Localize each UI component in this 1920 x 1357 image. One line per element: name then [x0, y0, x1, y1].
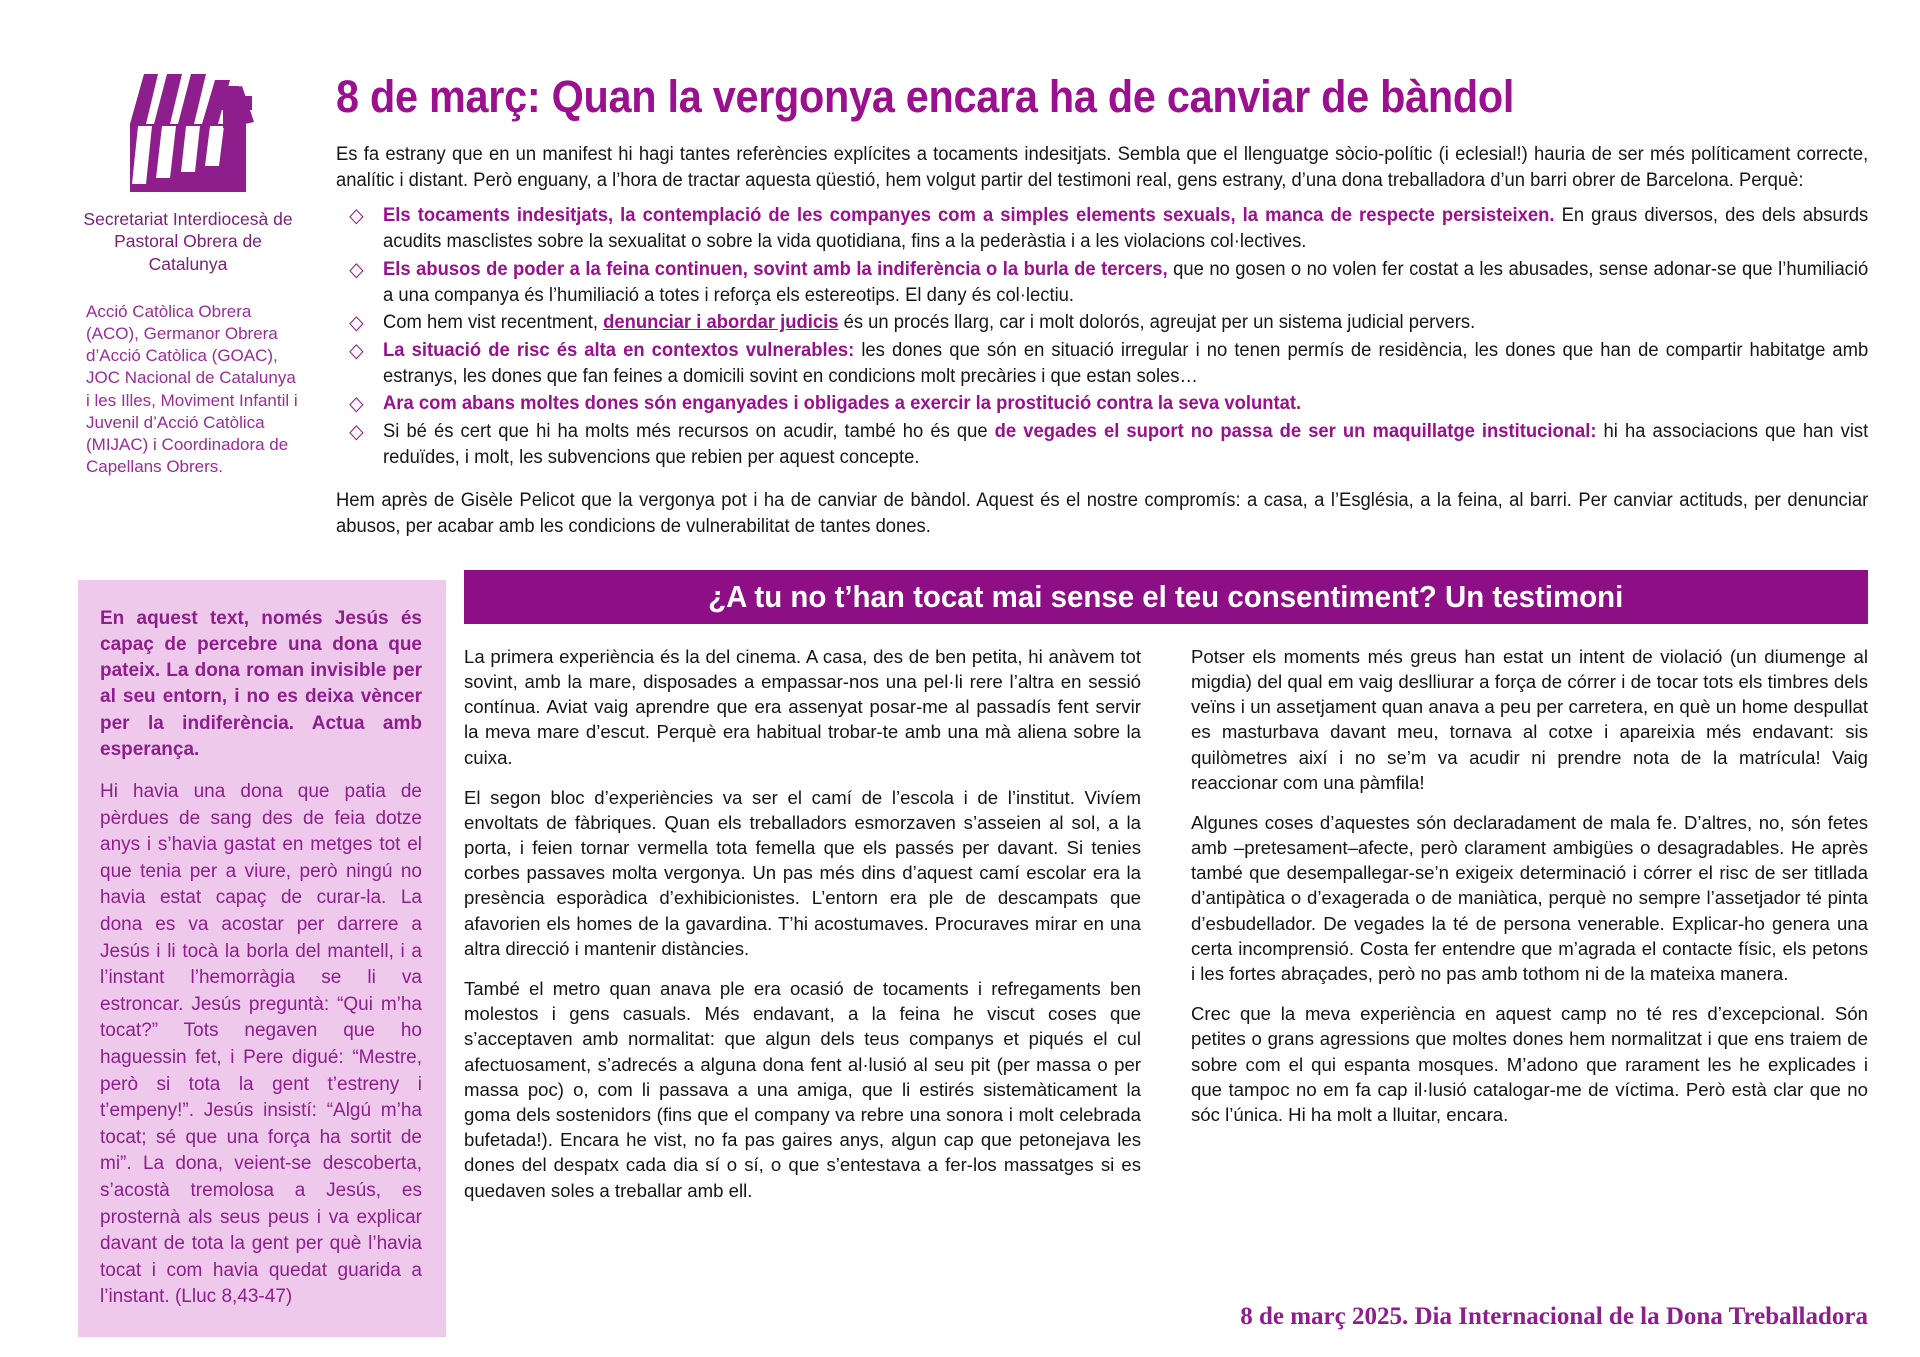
bullet-plain-text: En graus diversos, des dels absurds acudits masclistes sobre la sexualitat o sobre la vida quotidiana, fins a la pederàstia i a les violacions col·lectives.	[383, 204, 1869, 253]
testimony-paragraph: La primera experiència és la del cinema. A casa, des de ben petita, hi anàvem tot sovint, amb la mare, disposades a empassar-nos una pel·li rere l’altra en sessió contínua. Aviat vaig aprendre que era assenyat posar-me al passadís fent servir la meva mare d’escut. Perquè era habitual trobar-te amb una mà aliena sobre la cuixa.	[464, 645, 1141, 768]
quote-lead-text: En aquest text, només Jesús és capaç de percebre una dona que pateix. La dona roman invisible per al seu entorn, i no es deixa vèncer per la indiferència. Actua amb esperança.	[100, 607, 422, 760]
intro-paragraph: Es fa estrany que en un manifest hi hagi tantes referències explícites a tocaments indesitjats. Sembla que el llenguatge sòcio-polític (i eclesial!) hauria de ser més políticament correcte, analític i distant. Però enguany, a l’hora de tractar aquesta qüestió, hem volgut partir del testimoni real, gens estrany, d’una dona treballadora d’un barri obrer de Barcelona. Perquè:	[336, 142, 1869, 192]
bullet-plain-text: que no gosen o no volen fer costat a les abusades, sense adonar-se que l’humiliació a una companya és l’humiliació a totes i reforça els estereotips. El dany és col·lectiu.	[383, 257, 1869, 307]
bullet-emphasis-text: La situació de risc és alta en contextos vulnerables:	[383, 338, 855, 361]
manifest-bullet-item	[336, 256, 1868, 309]
bullet-emphasis-text: de vegades el suport no passa de ser un maquillatge institucional:	[994, 419, 1597, 442]
page-title: 8 de març: Quan la vergonya encara ha de canviar de bàndol	[336, 71, 1515, 122]
bullet-plain-text: hi ha associacions que han vist reduïdes, i molt, les subvencions que rebien per aquest concepte.	[383, 419, 1869, 469]
testimony-paragraph: Crec que la meva experiència en aquest camp no té res d’excepcional. Són petites o grans agressions que moltes dones hem normalitzat i que ens traiem de sobre com el qui espanta mosques. M’adono que rarament les he explicades i que tampoc no em fa cap il·lusió catalogar-me de víctima. Però està clar que no sóc l’única. Hi ha molt a lluitar, encara.	[1191, 1003, 1868, 1125]
pastoral-obrera-logo	[96, 68, 280, 198]
bullet-emphasis-text: Ara com abans moltes dones són enganyades i obligades a exercir la prostitució contra la seva voluntat.	[383, 392, 1302, 415]
scripture-quote-box	[78, 580, 446, 1337]
testimony-section	[446, 570, 1868, 1203]
testimony-paragraph: El segon bloc d’experiències va ser el camí de l’escola i de l’institut. Vivíem envoltats de fàbriques. Quan els treballadors esmorzaven s’asseien al sol, a la porta, i feien tornar vermella tota femella que els passés per davant. Si tenies corbes passaves molta vergonya. Un pas més dins d’aquest camí escolar era la presència esporàdica d’exhibicionistes. L’entorn era ple de descampats que afavorien els homes de la gavardina. T’hi acostumaves. Procuraves mirar en una altra direcció i mantenir distàncies.	[464, 786, 1141, 959]
testimony-paragraph: També el metro quan anava ple era ocasió de tocaments i refregaments ben molestos i gens casuals. Més endavant, a la feina he viscut coses que s’acceptaven amb normalitat: que algun dels teus companys et piqués el cul afectuosament, s’adrecés a alguna dona fent al·lusió al seu pit (per massa o per massa poc) o, com li passava a una amiga, que li estirés sistemàticament la goma dels sostenidors (fins que el company va rebre una sonora i molt celebrada bufetada!). Encara he vist, no fa pas gaires anys, algun cap que petonejava les dones del despatx cada dia sí o sí, o que s’entestava a fer-los massatges si es quedaven soles a treballar amb ell.	[464, 978, 1141, 1201]
brand-title: Secretariat Interdiocesà de Pastoral Obrera de Catalunya	[83, 209, 293, 274]
headline-column	[314, 60, 1868, 540]
manifest-bullet-item	[336, 418, 1868, 471]
testimony-banner	[464, 570, 1868, 624]
testimony-paragraph: Algunes coses d’aquestes són declaradament de mala fe. D’altres, no, són fetes amb –pretesament–afecte, però clarament ambigües o desagradables. He après també que desempallegar-se’n exigeix determinació i córrer el risc de ser titllada d’antipàtica o d’exagerada o de maniàtica, perquè no sempre l’assetjador té pinta d’esbudellador. De vegades la té de persona venerable. Explicar-ho genera una certa incomprensió. Costa fer entendre que m’agrada el contacte físic, els petons i les fortes abraçades, però no pas amb tothom ni de la mateixa manera.	[1191, 811, 1868, 985]
manifest-bullet-list	[336, 202, 1868, 470]
testimony-column-right	[1191, 644, 1868, 1203]
manifest-bullet-item	[336, 202, 1868, 255]
diamond-bullet-icon: ◇	[349, 312, 364, 335]
brand-organizations: Acció Catòlica Obrera (ACO), Germanor Obrera d’Acció Catòlica (GOAC), JOC Nacional de Catalunya i les Illes, Moviment Infantil i Juvenil d’Acció Catòlica (MIJAC) i Coordinadora de Capellans Obrers.	[86, 302, 298, 476]
document-footer: 8 de març 2025. Dia Internacional de la Dona Treballadora	[1240, 1303, 1868, 1330]
testimony-paragraph: Potser els moments més greus han estat un intent de violació (un diumenge al migdia) del qual em vaig deslliurar a força de córrer i de tocar tots els timbres dels veïns i un assetjament quan anava a peu per carretera, en què un home despullat es masturbava davant meu, tornava al cotxe i apareixia més endavant: sis quilòmetres així i no se’m va acudir ni prendre nota de la matrícula! Vaig reaccionar com una pàmfila!	[1191, 645, 1868, 793]
bullet-emphasis-text: Els tocaments indesitjats, la contemplació de les companyes com a simples elements sexuals, la manca de respecte persisteixen.	[383, 204, 1555, 227]
testimony-banner-label: ¿A tu no t’han tocat mai sense el teu consentiment? Un testimoni	[708, 578, 1624, 614]
closing-paragraph: Hem après de Gisèle Pelicot que la vergonya pot i ha de canviar de bàndol. Aquest és el nostre compromís: a casa, a l’Església, a la feina, al barri. Per canviar actituds, per denunciar abusos, per acabar amb les condicions de vulnerabilitat de tantes dones.	[336, 488, 1869, 538]
diamond-bullet-icon: ◇	[349, 339, 364, 362]
bullet-plain-text: és un procés llarg, car i molt dolorós, agreujat per un sistema judicial pervers.	[838, 311, 1476, 334]
manifest-bullet-item	[336, 390, 1868, 416]
diamond-bullet-icon: ◇	[349, 420, 364, 443]
bullet-plain-text: les dones que són en situació irregular i no tenen permís de residència, les dones que han de compartir habitatge amb estranys, les dones que fan feines a domicili sovint en condicions molt precàries i que estan soles…	[383, 338, 1869, 388]
bullet-underline-text: denunciar i abordar judicis	[603, 311, 839, 334]
diamond-bullet-icon: ◇	[349, 258, 364, 281]
document-header-area	[78, 60, 1868, 540]
testimony-columns	[464, 644, 1868, 1203]
brand-column	[78, 60, 314, 478]
bullet-plain-text: Si bé és cert que hi ha molts més recursos on acudir, també ho és que	[383, 419, 995, 442]
lower-area	[78, 570, 1868, 1337]
testimony-column-left	[464, 644, 1141, 1203]
manifest-bullet-item	[336, 309, 1868, 335]
diamond-bullet-icon: ◇	[349, 393, 364, 416]
bullet-emphasis-text: Els abusos de poder a la feina continuen, sovint amb la indiferència o la burla de tercers,	[383, 257, 1168, 280]
diamond-bullet-icon: ◇	[349, 205, 364, 228]
quote-body-text: Hi havia una dona que patia de pèrdues de sang des de feia dotze anys i s’havia gastat en metges tot el que tenia per a viure, però ningú no havia estat capaç de curar-la. La dona es va acostar per darrere a Jesús i li tocà la borla del mantell, i a l’instant l’hemorràgia se li va estroncar. Jesús preguntà: “Qui m’ha tocat?” Tots negaven que ho haguessin fet, i Pere digué: “Mestre, però si tota la gent t’estreny i t’empeny!”. Jesús insistí: “Algú m’ha tocat; sé que una força ha sortit de mi”. La dona, veient-se descoberta, s’acostà tremolosa a Jesús, es prosternà als seus peus i va explicar davant de tota la gent per què l’havia tocat i com havia quedat guarida a l’instant. (Lluc 8,43-47)	[100, 781, 422, 1308]
bullet-plain-text: Com hem vist recentment,	[383, 311, 604, 334]
manifest-bullet-item	[336, 337, 1868, 390]
